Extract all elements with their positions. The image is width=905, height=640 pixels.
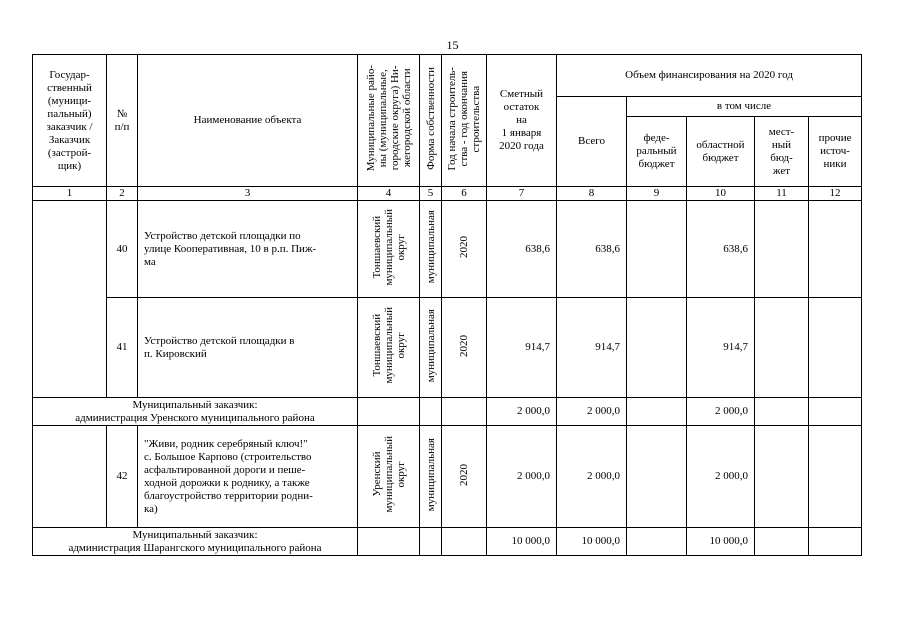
page-number: 15 <box>446 38 459 52</box>
regional-cell: 914,7 <box>687 298 755 398</box>
table-row <box>33 426 862 528</box>
federal-cell <box>627 298 687 398</box>
header-total: Всего <box>557 97 627 187</box>
column-number: 5 <box>420 187 442 201</box>
local-cell <box>755 528 809 556</box>
estimated-cell: 638,6 <box>487 201 557 298</box>
other-cell <box>809 398 862 426</box>
header-ownership: Форма собственности <box>420 55 442 187</box>
header-local: мест- ный бюд- жет <box>755 117 809 187</box>
column-number: 2 <box>107 187 138 201</box>
local-cell <box>755 201 809 298</box>
column-number-row <box>33 187 862 201</box>
local-cell <box>755 398 809 426</box>
column-number: 8 <box>557 187 627 201</box>
estimated-cell: 2 000,0 <box>487 398 557 426</box>
table-row <box>33 201 862 298</box>
total-cell: 2 000,0 <box>557 426 627 528</box>
ownership-cell: муниципальная <box>420 426 442 528</box>
column-number: 12 <box>809 187 862 201</box>
table-row <box>33 298 862 398</box>
local-cell <box>755 426 809 528</box>
object-name: Устройство детской площадки в п. Кировский <box>138 298 358 398</box>
column-number: 9 <box>627 187 687 201</box>
column-number: 1 <box>33 187 107 201</box>
header-estimated: Сметный остаток на 1 января 2020 года <box>487 55 557 187</box>
financing-table <box>32 54 862 556</box>
object-name: "Живи, родник серебряный ключ!" с. Большое Карпово (строительство асфальтированной дороги и пеше- ходной дорожки к роднику, а также благоустройство территории родни- ка) <box>138 426 358 528</box>
header-regional: областной бюджет <box>687 117 755 187</box>
year-cell <box>442 528 487 556</box>
federal-cell <box>627 528 687 556</box>
municipality-cell <box>358 398 420 426</box>
column-number: 4 <box>358 187 420 201</box>
header-including: в том числе <box>627 97 862 117</box>
header-federal: феде- ральный бюджет <box>627 117 687 187</box>
other-cell <box>809 201 862 298</box>
subtotal-label: Муниципальный заказчик: администрация Шарангского муниципального района <box>33 528 358 556</box>
total-cell: 638,6 <box>557 201 627 298</box>
federal-cell <box>627 398 687 426</box>
customer-cell-empty <box>33 426 107 528</box>
row-number: 41 <box>107 298 138 398</box>
header-financing: Объем финансирования на 2020 год <box>557 55 862 97</box>
other-cell <box>809 298 862 398</box>
subtotal-label: Муниципальный заказчик: администрация Уренского муниципального района <box>33 398 358 426</box>
year-cell: 2020 <box>442 201 487 298</box>
estimated-cell: 10 000,0 <box>487 528 557 556</box>
ownership-cell: муниципальная <box>420 201 442 298</box>
total-cell: 914,7 <box>557 298 627 398</box>
subtotal-row <box>33 398 862 426</box>
ownership-cell <box>420 398 442 426</box>
row-number: 42 <box>107 426 138 528</box>
ownership-cell: муниципальная <box>420 298 442 398</box>
year-cell <box>442 398 487 426</box>
column-number: 6 <box>442 187 487 201</box>
header-num: № п/п <box>107 55 138 187</box>
municipality-cell: Тоншаевский муниципальный округ <box>358 201 420 298</box>
federal-cell <box>627 426 687 528</box>
estimated-cell: 914,7 <box>487 298 557 398</box>
header-customer: Государ- ственный (муници- пальный) заказчик / Заказчик (застрой- щик) <box>33 55 107 187</box>
header-municipality: Муниципальные райо- ны (муниципальные, городские округа) Ни- жегородской области <box>358 55 420 187</box>
object-name: Устройство детской площадки по улице Кооперативная, 10 в р.п. Пиж- ма <box>138 201 358 298</box>
column-number: 3 <box>138 187 358 201</box>
municipality-cell <box>358 528 420 556</box>
regional-cell: 10 000,0 <box>687 528 755 556</box>
header-years: Год начала строитель- ства - год окончания строительства <box>442 55 487 187</box>
regional-cell: 2 000,0 <box>687 426 755 528</box>
federal-cell <box>627 201 687 298</box>
header-other: прочие источ- ники <box>809 117 862 187</box>
subtotal-row <box>33 528 862 556</box>
column-number: 7 <box>487 187 557 201</box>
ownership-cell <box>420 528 442 556</box>
row-number: 40 <box>107 201 138 298</box>
column-number: 10 <box>687 187 755 201</box>
local-cell <box>755 298 809 398</box>
other-cell <box>809 426 862 528</box>
year-cell: 2020 <box>442 298 487 398</box>
total-cell: 2 000,0 <box>557 398 627 426</box>
regional-cell: 2 000,0 <box>687 398 755 426</box>
municipality-cell: Уренский муниципальный округ <box>358 426 420 528</box>
other-cell <box>809 528 862 556</box>
total-cell: 10 000,0 <box>557 528 627 556</box>
estimated-cell: 2 000,0 <box>487 426 557 528</box>
header-object-name: Наименование объекта <box>138 55 358 187</box>
regional-cell: 638,6 <box>687 201 755 298</box>
year-cell: 2020 <box>442 426 487 528</box>
column-number: 11 <box>755 187 809 201</box>
customer-cell-empty <box>33 201 107 398</box>
municipality-cell: Тоншаевский муниципальный округ <box>358 298 420 398</box>
